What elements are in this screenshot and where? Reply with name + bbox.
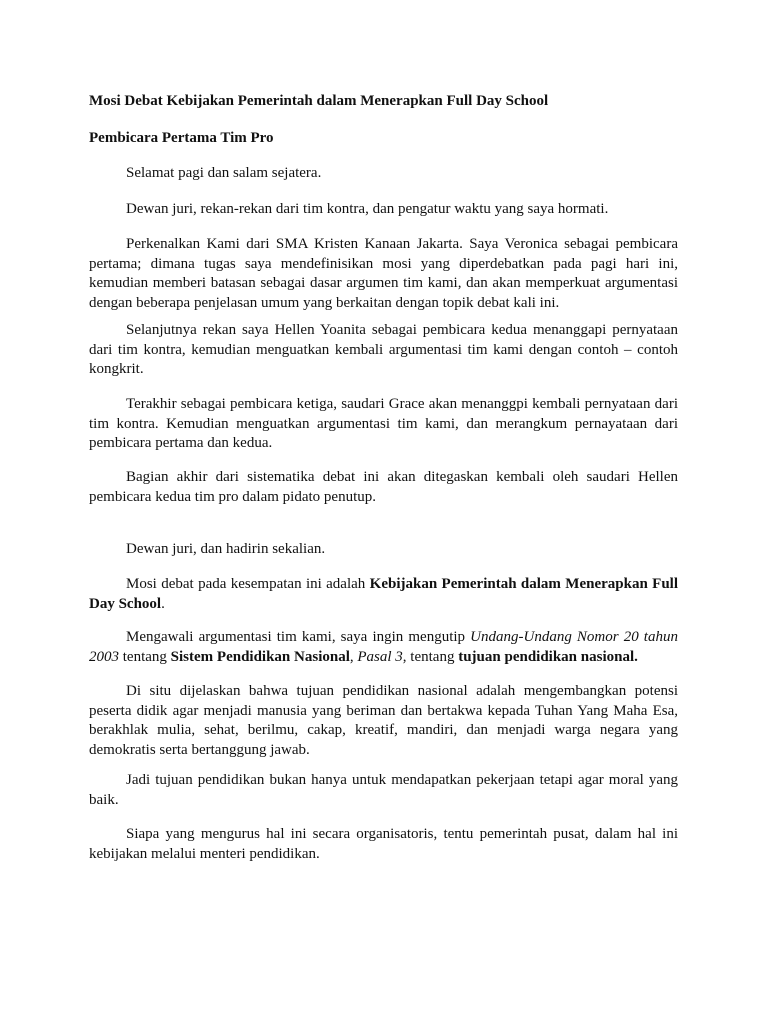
address-judges-paragraph: Dewan juri, rekan-rekan dari tim kontra, dan pengatur waktu yang saya hormati.: [126, 201, 609, 217]
motion-paragraph: [89, 575, 678, 614]
third-speaker-paragraph: Terakhir sebagai pembicara ketiga, saudari Grace akan menanggpi kembali pernyataan dari tim kontra. Kemudian menguatkan argumentasi tim kami, dan merangkum pernayataan dari pembicara pertama dan kedua.: [89, 396, 678, 451]
greeting-paragraph: Selamat pagi dan salam sejatera.: [126, 165, 322, 181]
education-goal: tujuan pendidikan nasional.: [458, 648, 638, 665]
motion-suffix: .: [161, 595, 165, 612]
motion-prefix: Mosi debat pada kesempatan ini adalah: [126, 576, 370, 592]
motion-title: Kebijakan Pemerintah dalam Menerapkan Full Day School: [89, 576, 679, 612]
citation-mid1: tentang: [119, 648, 171, 665]
system-name: Sistem Pendidikan Nasional: [170, 648, 350, 665]
conclusion-paragraph: Jadi tujuan pendidikan bukan hanya untuk mendapatkan pekerjaan tetapi agar moral yang baik.: [89, 772, 678, 808]
article-reference: Pasal 3: [357, 648, 403, 665]
speaker-heading: Pembicara Pertama Tim Pro: [89, 130, 274, 146]
intro-paragraph: Perkenalkan Kami dari SMA Kristen Kanaan Jakarta. Saya Veronica sebagai pembicara pertama; dimana tugas saya mendefinisikan mosi yang diperdebatkan pada pagi hari ini, kemudian memberi batasan sebagai dasar argumen tim kami, dan akan memperkuat argumentasi dengan beberapa penjelasan umum yang berkaitan dengan topik debat kali ini.: [89, 236, 678, 311]
second-speaker-paragraph: Selanjutnya rekan saya Hellen Yoanita sebagai pembicara kedua menanggapi pernyataan dari tim kontra, kemudian menguatkan kembali argumentasi tim kami dengan contoh – contoh kongkrit.: [89, 322, 678, 377]
document-title: Mosi Debat Kebijakan Pemerintah dalam Menerapkan Full Day School: [89, 93, 549, 109]
closing-structure-paragraph: Bagian akhir dari sistematika debat ini akan ditegaskan kembali oleh saudari Hellen pembicara kedua tim pro dalam pidato penutup.: [89, 469, 678, 505]
law-reference: Undang-Undang Nomor 20 tahun 2003: [89, 629, 678, 665]
explanation-paragraph: Di situ dijelaskan bahwa tujuan pendidikan nasional adalah mengembangkan potensi peserta didik agar menjadi manusia yang beriman dan bertakwa kepada Tuhan Yang Maha Esa, berakhlak mulia, sehat, berilmu, cakap, kreatif, mandiri, dan menjadi warga negara yang demokratis serta bertanggung jawab.: [89, 683, 678, 758]
citation-prefix: Mengawali argumentasi tim kami, saya ingin mengutip: [126, 629, 471, 645]
responsibility-paragraph: Siapa yang mengurus hal ini secara organisatoris, tentu pemerintah pusat, dalam hal ini kebijakan melalui menteri pendidikan.: [89, 826, 678, 862]
citation-comma: ,: [349, 648, 358, 665]
address-audience-paragraph: Dewan juri, dan hadirin sekalian.: [126, 541, 326, 557]
citation-paragraph: [89, 628, 678, 667]
citation-mid2: , tentang: [402, 648, 459, 665]
